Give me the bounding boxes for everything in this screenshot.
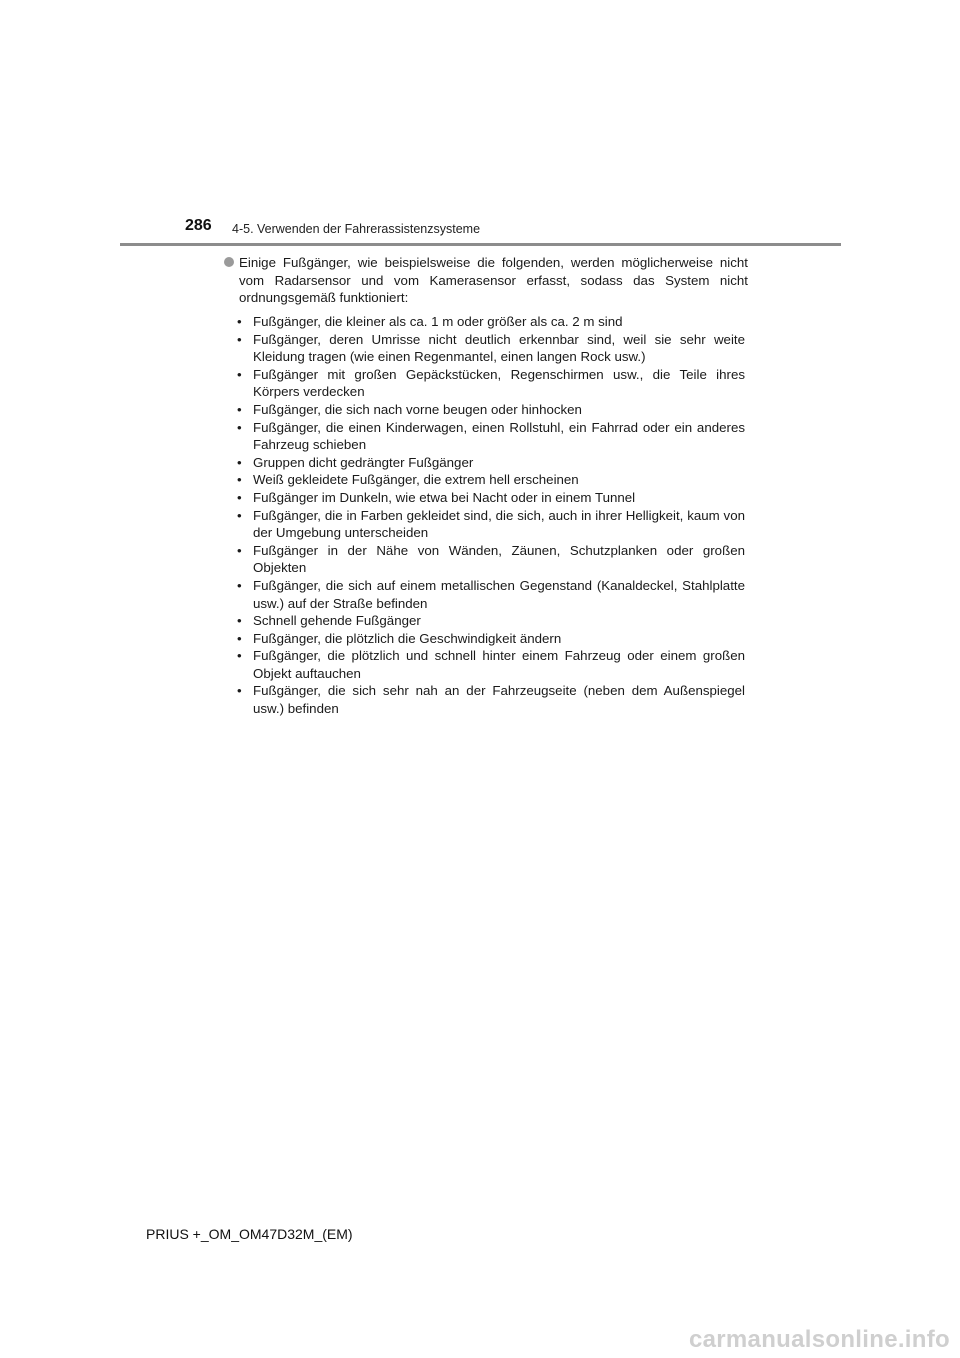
list-item-text: Fußgänger, die einen Kinderwagen, einen Rollstuhl, ein Fahrrad oder ein anderes Fahrzeug schieben xyxy=(253,419,745,453)
list-item xyxy=(237,366,745,401)
list-bullet-icon: • xyxy=(237,366,242,382)
list-item-text: Gruppen dicht gedrängter Fußgänger xyxy=(253,454,474,470)
list-item-text: Fußgänger, die sich nach vorne beugen oder hinhocken xyxy=(253,401,582,417)
list-item-text: Fußgänger im Dunkeln, wie etwa bei Nacht oder in einem Tunnel xyxy=(253,489,636,505)
footer-code: PRIUS +_OM_OM47D32M_(EM) xyxy=(146,1226,353,1242)
list-item-text: Weiß gekleidete Fußgänger, die extrem hell erscheinen xyxy=(253,472,579,488)
list-item-text: Fußgänger in der Nähe von Wänden, Zäunen, Schutzplanken oder großen Objekten xyxy=(253,542,745,576)
list-item xyxy=(237,542,745,577)
list-bullet-icon: • xyxy=(237,683,242,699)
list-bullet-icon: • xyxy=(237,454,242,470)
list-item-text: Fußgänger, die in Farben gekleidet sind, die sich, auch in ihrer Helligkeit, kaum von der Umgebung unterscheiden xyxy=(253,507,745,541)
list-item xyxy=(237,454,745,472)
page-number: 286 xyxy=(185,217,212,234)
list-item xyxy=(237,419,745,454)
list-item xyxy=(237,331,745,366)
list-bullet-icon: • xyxy=(237,507,242,523)
pedestrian-list xyxy=(237,313,745,718)
header-rule xyxy=(120,243,841,246)
list-item-text: Fußgänger, deren Umrisse nicht deutlich erkennbar sind, weil sie sehr weite Kleidung tragen (wie einen Regenmantel, einen langen Rock usw.) xyxy=(253,331,745,365)
list-item-text: Fußgänger, die plötzlich die Geschwindigkeit ändern xyxy=(253,630,562,646)
list-item xyxy=(237,507,745,542)
list-item xyxy=(237,489,745,507)
list-item xyxy=(237,471,745,489)
list-bullet-icon: • xyxy=(237,613,242,629)
list-item-text: Fußgänger, die sich auf einem metallischen Gegenstand (Kanaldeckel, Stahlplatte usw.) auf der Straße befinden xyxy=(253,577,745,611)
list-item xyxy=(237,630,745,648)
list-bullet-icon: • xyxy=(237,331,242,347)
list-item-text: Fußgänger, die kleiner als ca. 1 m oder größer als ca. 2 m sind xyxy=(253,314,623,329)
list-item-text: Fußgänger mit großen Gepäckstücken, Regenschirmen usw., die Teile ihres Körpers verdecken xyxy=(253,366,745,400)
list-item xyxy=(237,313,745,331)
list-bullet-icon: • xyxy=(237,401,242,417)
bullet-dot-icon xyxy=(224,257,234,267)
list-item xyxy=(237,401,745,419)
list-item xyxy=(237,612,745,630)
section-title: 4-5. Verwenden der Fahrerassistenzsysteme xyxy=(232,222,481,236)
list-bullet-icon: • xyxy=(237,472,242,488)
list-bullet-icon: • xyxy=(237,489,242,505)
list-item-text: Schnell gehende Fußgänger xyxy=(253,613,421,629)
list-bullet-icon: • xyxy=(237,419,242,435)
list-item xyxy=(237,577,745,612)
list-bullet-icon: • xyxy=(237,542,242,558)
list-bullet-icon: • xyxy=(237,648,242,664)
list-item-text: Fußgänger, die sich sehr nah an der Fahrzeugseite (neben dem Außenspiegel usw.) befinden xyxy=(253,683,745,717)
list-item xyxy=(237,647,745,682)
list-item xyxy=(237,682,745,717)
list-bullet-icon: • xyxy=(237,314,242,329)
intro-paragraph xyxy=(224,254,748,307)
list-item-text: Fußgänger, die plötzlich und schnell hinter einem Fahrzeug oder einem großen Objekt auftauchen xyxy=(253,648,745,681)
watermark: carmanualsonline.info xyxy=(688,1326,950,1353)
intro-text: Einige Fußgänger, wie beispielsweise die folgenden, werden möglicherweise nicht vom Radarsensor und vom Kamerasensor erfasst, sodass das System nicht ordnungsgemäß funktioniert: xyxy=(239,255,748,306)
list-bullet-icon: • xyxy=(237,630,242,646)
list-bullet-icon: • xyxy=(237,577,242,593)
